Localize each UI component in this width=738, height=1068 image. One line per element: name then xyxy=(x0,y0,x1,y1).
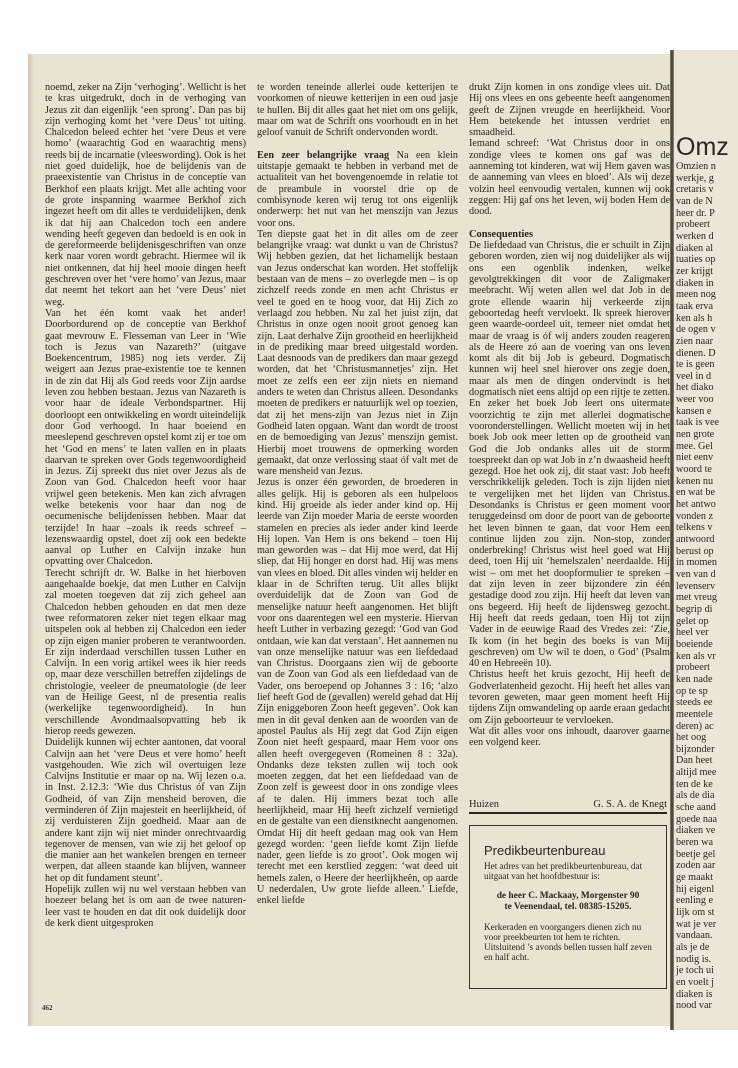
text-line: wat je ver xyxy=(676,918,717,930)
text-line: boeiende xyxy=(676,638,713,650)
text-line: gelet op xyxy=(676,615,709,627)
paragraph: Ten diepste gaat het in dit alles om de zeer belangrijke vraag: wat dunkt u van de Christus? Wij hebben gezien, dat het lichamelijk bestaan van Jezus onderschat kan worden. Het stoffelijk bestaan van de mens – zo overlegde men – is op zichzelf reeds zonde en men acht Christus er veel te goed en te hoog voor, dat Hij Zich zo verlaagd zou hebben. Nu zal het juist zijn, dat Christus in onze ogen nooit groot genoeg kan zijn. Laat derhalve Zijn grootheid en heerlijkheid in de prediking maar breed uitgestald worden. Laat desnoods van de predikers dan maar gezegd worden, dat het ‘Christusmannetjes’ zijn. Het moet ze zelfs een eer zijn niets en niemand anders te weten dan Christus alleen. Desondanks moeten de predikers er natuurlijk wel op toezien, dat zij het mens-zijn van Jezus niet in Zijn Godheid laten opgaan. Want dan wordt de troost en de bemoediging van Jezus’ menszijn gemist. Hierbij moet trouwens de opmerking worden gemaakt, dat onze verlossing staat óf valt met de ware mensheid van Jezus. xyxy=(257,228,458,478)
paragraph: te worden teneinde allerlei oude ketterijen te voorkomen of nieuwe ketterijen in een oud jasje te hullen. Bij dit alles gaat het niet om ons gelijk, maar om wat de Schrift ons voorhoudt en in het geloof vanuit de Schrift ondervonden wordt. xyxy=(257,82,458,139)
section-lead-heading: Een zeer belangrijke vraag xyxy=(257,149,390,161)
paragraph: Hopelijk zullen wij nu wel verstaan hebben van hoezeer belang het is om aan de twee naturen-leer vast te houden en dat dit ook duidelijk door de kerk dient uitgesproken xyxy=(45,884,246,929)
text-line: nood var xyxy=(676,1000,712,1012)
text-line: van de N xyxy=(676,195,713,207)
text-line: diaken ve xyxy=(676,825,716,837)
spacer xyxy=(257,138,458,149)
text-line: diaken in xyxy=(676,277,714,289)
page-fold xyxy=(670,50,674,1030)
notice-box xyxy=(469,825,667,989)
facing-page-heading: Omz xyxy=(676,133,729,161)
text-line: heel ver xyxy=(676,627,709,639)
text-line: taak erva xyxy=(676,300,714,312)
text-line: cretaris v xyxy=(676,184,714,196)
text-line: ven van d xyxy=(676,568,716,580)
text-line: werkje, g xyxy=(676,172,714,184)
text-line: het oog xyxy=(676,732,707,744)
page-number: 462 xyxy=(42,1004,53,1012)
text-line: goede naa xyxy=(676,813,718,825)
paragraph: noemd, zeker na Zijn ‘verhoging’. Wellicht is het te kras uitgedrukt, doch in de verhoging van Jezus zit dan eigenlijk ‘een sprong’. Dan pas bij zijn verhoging komt het ‘vere Deus’ tot uiting. Chalcedon beleed echter het ‘vere Deus et vere homo’ (waarachtig God en waarachtig mens) reeds bij de incarnatie (vleeswording). Ook is het niet goed duidelijk, hoe de belijdenis van de praeexistentie van Christus in de conceptie van Berkhof een plaats krijgt. Met alle achting voor de grote inspanning waarmee Berkhof zich ingezet heeft om dit alles te verduidelijken, denk ik dat hij aan Chalcedon toch een andere wending heeft gegeven dan bedoeld is en ook in de gereformeerde belijdenisgeschriften van onze kerk naar voren wordt gebracht. Hiermee wil ik niet ontkennen, dat hij heel mooie dingen heeft geschreven over het ‘vere homo’ van Jezus, maar dat neemt het tekort aan het ‘vere Deus’ niet weg. xyxy=(45,82,246,308)
text-line: te is geen xyxy=(676,359,715,371)
paragraph: Terecht schrijft dr. W. Balke in het hierboven aangehaalde boekje, dat men Luther en Calvijn zal moeten toegeven dat zij zich geheel aan Chalcedon hebben gehouden en dat men deze twee reformatoren zeker niet tegen elkaar mag uitspelen ook al hebben zij Chalcedon een ieder op zijn eigen manier proberen te verantwoorden. Er zijn inderdaad verschillen tussen Luther en Calvijn. In een vorig artikel wees ik hier reeds op, maar deze verschillen betreffen zijdelings de christologie, veeleer de pneumatologie (de leer van de Heilige Geest, nl de presentia realis (werkelijke tegenwoordigheid). In hun verschillende Avondmaalsopvatting heb ik hierop reeds gewezen. xyxy=(45,567,246,737)
text-line: meentele xyxy=(676,708,713,720)
text-line: je toch ui xyxy=(676,965,714,977)
article-column-2 xyxy=(257,82,458,907)
notice-intro: Het adres van het predikbeurtenbureau, dat uitgaat van het hoofdbestuur is: xyxy=(484,861,643,882)
text-line: deren) ac xyxy=(676,720,714,732)
text-line: antwoord xyxy=(676,534,715,545)
text-line: op te sp xyxy=(676,685,708,697)
text-line: dienen. D xyxy=(676,347,716,359)
text-line: beren wa xyxy=(676,837,714,849)
text-line: als de dia xyxy=(676,790,715,802)
paragraph: Jezus is onzer één geworden, de broederen in alles gelijk. Hij is geboren als een hulpeloos kind. Hij groeide als ieder ander kind op. Hij leerde van Zijn moeder Maria de eerste woorden stamelen en precies als ieder ander kind leerde Hij lopen. Van Hem is ons bekend – toen Hij man geworden was – dat Hij moe werd, dat Hij sliep, dat Hij honger en dorst had. Hij was mens van vlees en bloed. Dit alles vinden wij helder en klaar in de Schriften terug. Uit alles blijkt overduidelijk dat de Zoon van God de menselijke natuur heeft aangenomen. Het blijft voor ons daarentegen wel een mysterie. Hiervan heeft Luther in verbazing gezegd: ‘God van God ontdaan, wie kan dat verstaan’. Het aannemen nu van onze menselijke natuur was een liefdedaad van Christus. Doorgaans zien wij de geboorte van de Zoon van God als een liefdedaad van de Vader, ons beroepend op Johannes 3 : 16; ‘alzo lief heeft God de (gevallen) wereld gehad dat Hij Zijn eniggeboren Zoon heeft gegeven’. Ook kan men in dit geval denken aan de woorden van de apostel Paulus als Hij zegt dat God Zijn eigen Zoon niet heeft gespaard, maar Hem voor ons allen heeft overgegeven (Romeinen 8 : 32a). Ondanks deze teksten zullen wij toch ook moeten zeggen, dat het een liefdedaad van de Zoon zelf is geweest door in ons zondige vlees af te dalen. Hij immers bezat toch alle heerlijkheid, maar Hij heeft zichzelf vernietigd en de gestalte van een dienstknecht aangenomen. Omdat Hij dit heeft gedaan mag ook van Hem gezegd worden: ‘geen liefde komt Zijn liefde nader, geen liefde is zo groot’. Ook mogen wij terecht met een kerstlied zeggen: ‘wat deed uit hemels zalen, o Heere der heerlijkheên, op aarde U nederdalen, Uw grote liefde alleen.’ Liefde, enkel liefde xyxy=(257,477,458,907)
address-line: de heer C. Mackaay, Morgenster 90 xyxy=(496,890,640,901)
text-line: beetje gel xyxy=(676,848,716,860)
text-line: begrip di xyxy=(676,603,713,615)
text-line: ken nade xyxy=(676,673,713,685)
byline-author: G. S. A. de Knegt xyxy=(593,799,667,810)
text-line: het diako xyxy=(676,382,714,394)
text-line: meen nog xyxy=(676,289,716,301)
text-line: hij eigenl xyxy=(676,883,715,895)
paragraph: Iemand schreef: ‘Wat Christus door in ons zondige vlees te komen ons gaf was de aanneming tot kinderen, wat wij Hem gaven was de aanneming van vlees en bloed’. Als wij deze volzin heel eenvoudig vertalen, kunnen wij ook zeggen: Hij gaf ons het leven, wij boden Hem de dood. xyxy=(469,138,670,218)
facing-page-column xyxy=(676,133,738,1012)
text-line: vonden z xyxy=(676,510,714,522)
text-line: diaken al xyxy=(676,242,714,254)
text-line: Omzien n xyxy=(676,161,716,172)
text-line: zoden aar xyxy=(676,860,716,872)
text-line: mee. Gel xyxy=(676,440,713,452)
notice-address xyxy=(472,891,664,913)
text-line: in momen xyxy=(676,557,718,569)
byline-place: Huizen xyxy=(469,799,500,810)
text-line: levenserv xyxy=(676,580,716,592)
text-line: werken d xyxy=(676,230,714,242)
section-lead-text: Na een klein uitstapje gemaakt te hebben in verband met de actualiteit van het bovengenoemde in relatie tot de preambule in voorstel drie op de combisynode keren wij terug tot ons eigenlijk onderwerp: het nut van het menszijn van Jezus voor ons. xyxy=(257,149,458,229)
paragraph: drukt Zijn komen in ons zondige vlees uit. Dat Hij ons vlees en ons gebeente heeft aangenomen geeft de Zijnen vreugde en heerlijkheid. Voor Hem betekende het intussen verdriet en smaadheid. xyxy=(469,82,670,139)
text-line: het antwo xyxy=(676,499,716,511)
text-line: Dan heet xyxy=(676,755,713,767)
text-line: en voelt j xyxy=(676,976,714,988)
text-line: met vreug xyxy=(676,592,718,604)
text-line: steeds ee xyxy=(676,697,713,709)
spacer xyxy=(469,218,670,229)
text-line: altijd mee xyxy=(676,767,717,779)
text-line: nen grote xyxy=(676,429,715,441)
text-line: heer dr. P xyxy=(676,207,715,219)
text-line: kansen e xyxy=(676,405,712,417)
text-line: berust op xyxy=(676,545,714,557)
text-line: bijzonder xyxy=(676,743,715,755)
address-line: te Veenendaal, tel. 08385-15205. xyxy=(504,901,632,912)
byline xyxy=(469,799,667,814)
paragraph: Van het één komt vaak het ander! Doorbordurend op de conceptie van Berkhof gaat mevrouw E. Flesseman van Leer in ‘Wie toch is Jezus van Nazareth?’ (uitgave Boekencentrum, 1985) nog iets verder. Zij weigert aan Jezus prae-existentie toe te kennen in de zin dat Hij als God reeds voor Zijn aardse leven zou hebben bestaan. Jezus van Nazareth is voor haar de ideale Verbondspartner. Hij doorloopt een ontwikkeling en wordt uiteindelijk door God verhoogd. In haar boeiend en meeslepend geschreven opstel komt zij er toe om het ‘God en mens’ te laten vallen en in plaats daarvan te spreken over Gods tegenwoordigheid in Jezus. Zij spreekt dus niet over Jezus als de Zoon van God. Chalcedon heeft voor haar vrijwel geen betekenis. Men kan zich afvragen welke betekenis voor haar dan nog de oecumenische belijdenissen hebben. Maar dat terzijde! In haar –zoals ik reeds schreef – lezenswaardig opstel, doet zij ook een bedekte aanval op Luther en Calvijn inzake hun opvatting over Chalcedon. xyxy=(45,307,246,568)
text-line: eenling e xyxy=(676,895,714,907)
text-line: taak is vee xyxy=(676,417,719,429)
text-line: zien naar xyxy=(676,335,714,347)
facing-page-text xyxy=(676,161,738,1012)
text-line: niet eenv xyxy=(676,452,714,464)
text-line: en wat be xyxy=(676,487,716,499)
text-line: lijk om st xyxy=(676,907,715,918)
page-edge-shadow xyxy=(28,54,34,1026)
text-line: weer voo xyxy=(676,394,714,406)
text-line: als je de xyxy=(676,941,710,953)
text-line: telkens v xyxy=(676,522,713,534)
notice-body: Kerkeraden en voorgangers dienen zich nu voor preekbeurten tot hem te richten. Uitsluitend ’s avonds bellen tussen half zeven en half acht. xyxy=(484,921,652,963)
text-line: de ogen v xyxy=(676,324,716,336)
article-column-3 xyxy=(469,82,670,749)
text-line: ken als h xyxy=(676,312,713,324)
paragraph: De liefdedaad van Christus, die er schuilt in Zijn geboren worden, zien wij nog duidelijker als wij ons een ogenblik indenken, welke gevolgtrekkingen dit voor de Zaligmaker meebracht. Wij weten allen wel dat Job in de grote ellende waarin hij verkeerde zijn geboortedag heeft vervloekt. Ik spreek hierover geen waarde-oordeel uit, temeer niet omdat het maar de vraag is óf wij anders zouden reageren als de Heere zó aan de voering van ons leven komt als dit bij Job is gebeurd. Dogmatisch kunnen wij heel snel hierover ons zegje doen, maar als men de dingen ondervindt is het dogmatisch niet eens altijd op een rijtje te zetten. En zeker het boek Job leert ons uitermate voorzichtig te zijn met allerlei dogmatische vooronderstellingen. Wellicht moeten wij in het boek Job ook meer letten op de grootheid van God die Job ondanks alles uit de storm toespreekt dan op wat Job in z’n dwaasheid heeft gezegd. Hoe het ook zij, dit staat vast: Job heeft verschrikkelijk geleden. Toch is zijn lijden niet te vergelijken met het lijden van Christus. Desondanks is Christus er geen moment voor teruggedeinsd om door de poort van de geboorte het leven binnen te gaan, dat voor Hem een continue lijden zou zijn. Non-stop, zonder onderbreking! Christus wist heel goed wat Hij deed, toen Hij uit ‘hemelszalen’ neerdaalde. Hij wist – om met het doopformulier te spreken – dat zijn leven in zeer bijzondere zin één gestadige dood zou zijn. Hij heeft dat leven van ons begeerd. Hij heeft de lijdensweg gezocht. Hij heeft dat reeds gedaan, toen Hij tot zijn Vader in de eeuwige Raad des Vredes zei: ‘Zie, Ik kom (in het begin des boeks is van Mij geschreven) om Uw wil te doen, o God’ (Psalm 40 en Hebreeën 10). xyxy=(469,240,670,670)
text-line: ge maakt xyxy=(676,872,714,884)
text-line: vandaan. xyxy=(676,930,713,942)
article-column-1 xyxy=(45,82,246,929)
notice-title: Predikbeurtenbureau xyxy=(484,843,606,858)
text-line: probeert xyxy=(676,219,710,231)
text-line: ken als vr xyxy=(676,650,716,662)
text-line: sche aand xyxy=(676,802,716,814)
section-paragraph xyxy=(257,150,458,229)
text-line: kenen nu xyxy=(676,475,714,487)
text-line: ten de ke xyxy=(676,778,713,790)
text-line: probeert xyxy=(676,662,710,674)
text-line: tuaties op xyxy=(676,254,716,266)
paragraph: Christus heeft het kruis gezocht, Hij heeft de Godverlatenheid gezocht. Hij heeft het alles van tevoren geweten, maar geen moment heeft Hij tijdens Zijn omwandeling op aarde eraan gedacht om Zijn geboorteuur te vervloeken. xyxy=(469,669,670,726)
paragraph: Duidelijk kunnen wij echter aantonen, dat vooral Calvijn aan het ‘vere Deus et vere homo’ heeft vastgehouden. Wie zich wil overtuigen leze Calvijns Institutie er maar op na. Wij lezen o.a. in Inst. 2.12.3: ‘Wie dus Christus óf van Zijn Godheid, óf van Zijn mensheid beroven, die verminderen óf Zijn majesteit en heerlijkheid, óf zij verduisteren Zijn goedheid. Maar aan de andere kant zijn wij niet minder onrechtvaardig tegenover de mensen, van wie zij het geloof op die manier aan het wankelen brengen en terneer werpen, dat alleen staande kan blijven, wanneer het op dit fundament steunt’. xyxy=(45,737,246,884)
text-line: veel in d xyxy=(676,370,712,382)
text-line: diaken is xyxy=(676,988,713,1000)
paragraph: Wat dit alles voor ons inhoudt, daarover gaarne een volgend keer. xyxy=(469,725,670,749)
text-line: woord te xyxy=(676,464,712,476)
subheading: Consequenties xyxy=(469,228,534,240)
text-line: nodig is. xyxy=(676,953,712,965)
text-line: zer krijgt xyxy=(676,265,714,277)
